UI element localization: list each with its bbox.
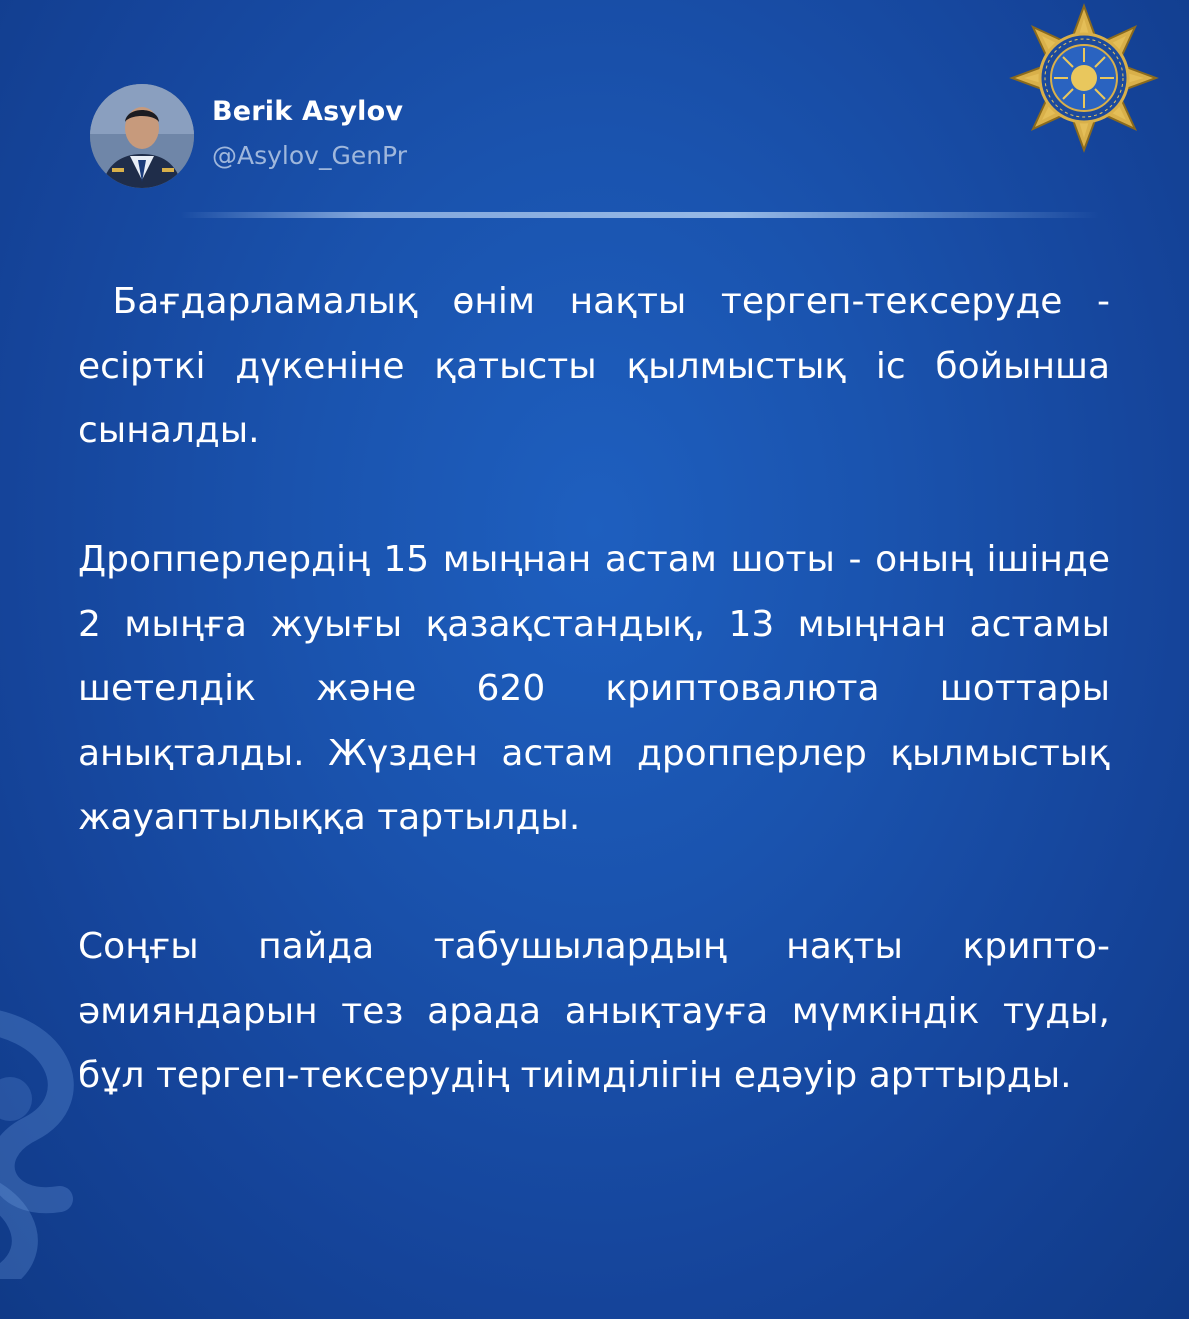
avatar-photo	[90, 84, 194, 188]
post-paragraph-3: Соңғы пайда табушылардың нақты крипто-әмияндарын тез арада анықтауға мүмкіндік туды, бұл тергеп-тексерудің тиімділігін едәуір арттырды.	[78, 926, 1110, 1096]
post-body	[78, 270, 1110, 1109]
author-name[interactable]: Berik Asylov	[212, 96, 404, 127]
author-handle[interactable]: @Asylov_GenPr	[212, 141, 407, 170]
prosecutor-office-emblem-icon	[1006, 0, 1162, 156]
avatar[interactable]	[90, 84, 194, 188]
post-paragraph-2: Дропперлердің 15 мыңнан астам шоты - оның ішінде 2 мыңға жуығы қазақстандық, 13 мыңнан астамы шетелдік және 620 криптовалюта шоттары анықталды. Жүзден астам дропперлер қылмыстық жауаптылыққа тартылды.	[78, 539, 1110, 838]
divider	[180, 212, 1100, 218]
post-paragraph-1: Бағдарламалық өнім нақты тергеп-тексеруде - есірткі дүкеніне қатысты қылмыстық іс бойынша сыналды.	[78, 281, 1110, 451]
